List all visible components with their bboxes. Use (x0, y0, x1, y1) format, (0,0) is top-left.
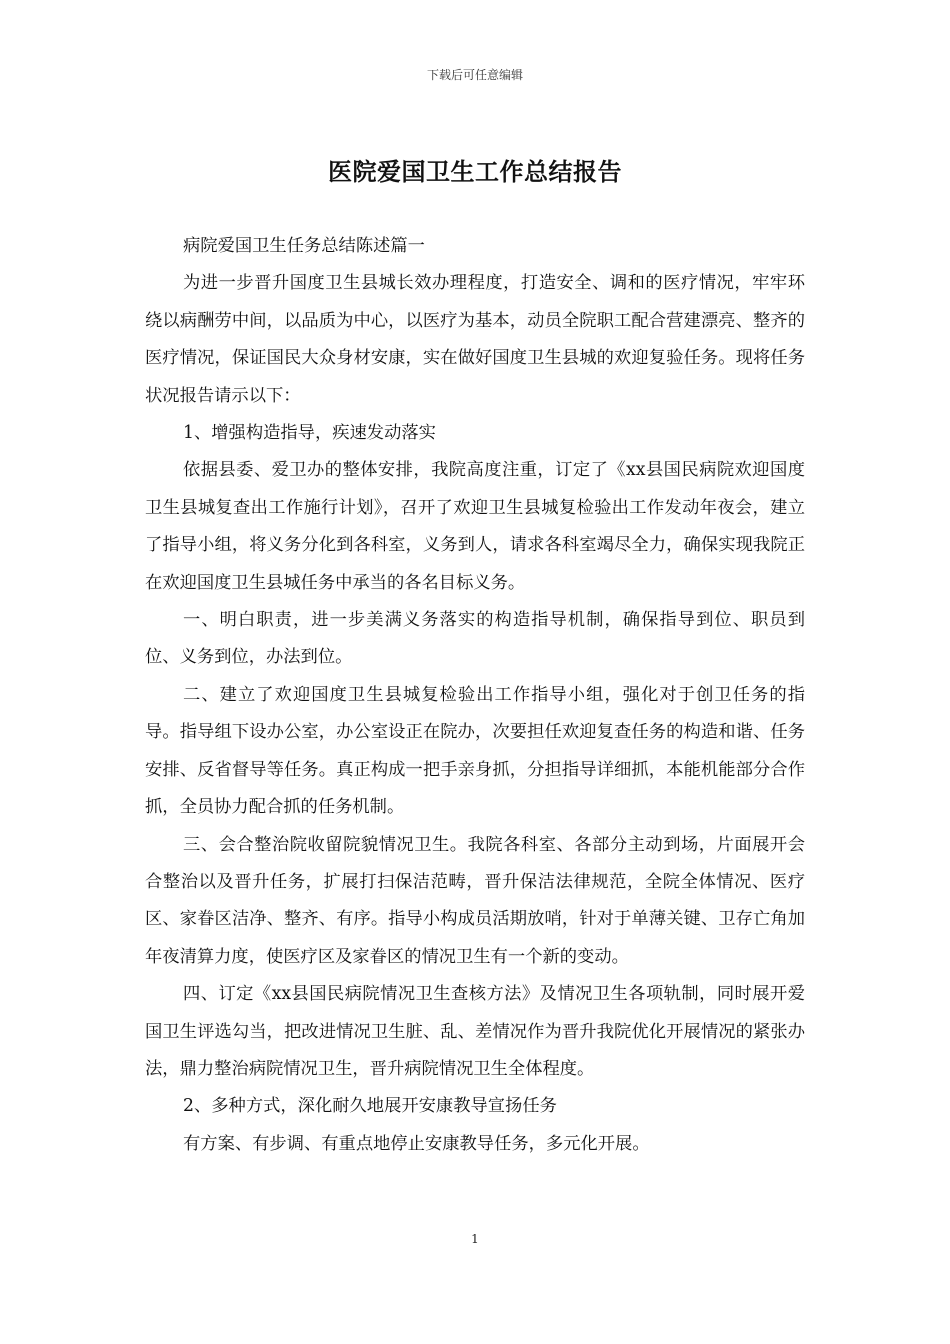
header-note: 下载后可任意编辑 (426, 68, 523, 82)
section-heading: 病院爱国卫生任务总结陈述篇一 (183, 236, 425, 256)
body-paragraph: 一、明白职责，进一步美满义务落实的构造指导机制，确保指导到位、职员到位、义务到位，办法到位。 (145, 610, 805, 668)
body-paragraph: 依据县委、爱卫办的整体安排，我院高度注重，订定了《xx县国民病院欢迎国度卫生县城复查出工作施行计划》，召开了欢迎卫生县城复检验出工作发动年夜会，建立了指导小组，将义务分化到各科室，义务到人，请求各科室竭尽全力，确保实现我院正在欢迎国度卫生县城任务中承当的各名目标义务。 (145, 460, 805, 593)
body-paragraph: 为进一步晋升国度卫生县城长效办理程度，打造安全、调和的医疗情况，牢牢环绕以病酬劳中间，以品质为中心，以医疗为基本，动员全院职工配合营建漂亮、整齐的医疗情况，保证国民大众身材安康，实在做好国度卫生县城的欢迎复验任务。现将任务状况报告请示以下： (145, 273, 805, 406)
section-heading: 2、多种方式，深化耐久地展开安康教导宣扬任务 (183, 1096, 557, 1117)
body-paragraph: 有方案、有步调、有重点地停止安康教导任务，多元化开展。 (183, 1133, 650, 1154)
document-body (145, 228, 805, 1163)
body-paragraph: 四、订定《xx县国民病院情况卫生查核方法》及情况卫生各项轨制，同时展开爱国卫生评选勾当，把改进情况卫生脏、乱、差情况作为晋升我院优化开展情况的紧张办法，鼎力整治病院情况卫生，晋升病院情况卫生全体程度。 (145, 984, 805, 1079)
section-heading: 1、增强构造指导，疾速发动落实 (183, 423, 436, 444)
body-paragraph: 三、会合整治院收留院貌情况卫生。我院各科室、各部分主动到场，片面展开会合整治以及晋升任务，扩展打扫保洁范畴，晋升保洁法律规范，全院全体情况、医疗区、家眷区洁净、整齐、有序。指导小构成员活期放哨，针对于单薄关键、卫存亡角加年夜清算力度，使医疗区及家眷区的情况卫生有一个新的变动。 (145, 834, 805, 967)
body-paragraph: 二、建立了欢迎国度卫生县城复检验出工作指导小组，强化对于创卫任务的指导。指导组下设办公室，办公室设正在院办，次要担任欢迎复查任务的构造和谐、任务安排、反省督导等任务。真正构成一把手亲身抓，分担指导详细抓，本能机能部分合作抓，全员协力配合抓的任务机制。 (145, 684, 805, 818)
page-number: 1 (471, 1232, 479, 1246)
document-title: 医院爱国卫生工作总结报告 (328, 158, 622, 186)
